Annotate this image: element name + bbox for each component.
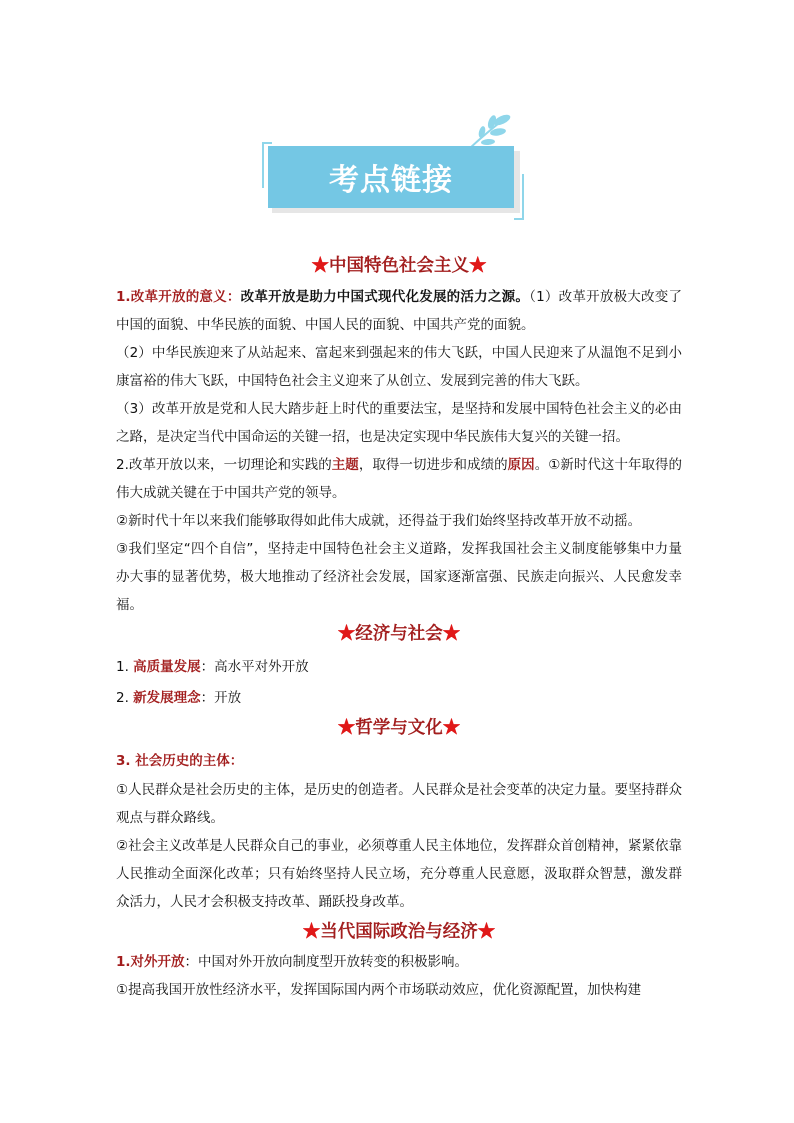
list-text: 开放 <box>214 690 242 706</box>
star-icon: ★ <box>311 256 329 276</box>
paragraph: （2）中华民族迎来了从站起来、富起来到强起来的伟大飞跃，中国人民迎来了从温饱不足到小康富裕的伟大飞跃，中国特色社会主义迎来了从创立、发展到完善的伟大飞跃。 <box>116 345 682 389</box>
keyword: 原因 <box>507 457 535 473</box>
section-title-text: 中国特色社会主义 <box>329 256 469 276</box>
term-label: 新发展理念 <box>133 690 201 706</box>
section-title-economy <box>116 620 682 648</box>
paragraph: ②社会主义改革是人民群众自己的事业，必须尊重人民主体地位，发挥群众首创精神，紧紧依靠人民推动全面深化改革；只有始终坚持人民立场，充分尊重人民意愿，汲取群众智慧，激发群众活力，人民才会积极支持改革、踊跃投身改革。 <box>116 838 682 910</box>
list-item <box>116 652 682 683</box>
content <box>116 252 682 1004</box>
section-title-text: 当代国际政治与经济 <box>320 922 478 942</box>
key-sentence: 改革开放是助力中国式现代化发展的活力之源。 <box>240 289 530 305</box>
paragraph <box>116 283 682 339</box>
paragraph-text: ，取得一切进步和成绩的 <box>358 457 508 473</box>
paragraph <box>116 948 682 976</box>
paragraph-text: （1）改革开放极大改变了中国的面貌、中华民族的面貌、中国人民的面貌、中国共产党的面貌。 <box>116 289 683 333</box>
section-title-socialism <box>116 252 682 280</box>
paragraph-text: 2.改革开放以来，一切理论和实践的 <box>116 457 332 473</box>
paragraph: （3）改革开放是党和人民大踏步赶上时代的重要法宝，是坚持和发展中国特色社会主义的必由之路，是决定当代中国命运的关键一招，也是决定实现中华民族伟大复兴的关键一招。 <box>116 401 682 445</box>
paragraph-text: ①新时代这十年取得的伟大成就关键在于中国共产党的领导。 <box>116 457 683 501</box>
banner <box>262 112 524 220</box>
colon: ： <box>226 289 241 305</box>
star-icon: ★ <box>337 718 356 738</box>
banner-box <box>268 146 514 208</box>
paragraph: ②新时代十年以来我们能够取得如此伟大成就，还得益于我们始终坚持改革开放不动摇。 <box>116 513 642 529</box>
colon: ： <box>200 659 215 675</box>
paragraph: ③我们坚定“四个自信”，坚持走中国特色社会主义道路，发挥我国社会主义制度能够集中力量办大事的显著优势，极大地推动了经济社会发展，国家逐渐富强、民族走向振兴、人民愈发幸福。 <box>116 541 682 613</box>
list-number: 2. <box>116 690 134 706</box>
section-title-text: 哲学与文化 <box>355 718 443 738</box>
section-title-text: 经济与社会 <box>355 624 443 644</box>
paragraph: ①提高我国开放性经济水平，发挥国际国内两个市场联动效应，优化资源配置，加快构建 <box>116 982 642 998</box>
paragraph: ①人民群众是社会历史的主体，是历史的创造者。人民群众是社会变革的决定力量。要坚持群众观点与群众路线。 <box>116 782 682 826</box>
banner-title: 考点链接 <box>329 163 453 198</box>
star-icon: ★ <box>337 624 356 644</box>
term-label: 1.改革开放的意义 <box>116 289 227 305</box>
term-label: 1.对外开放 <box>116 954 185 970</box>
colon: ： <box>200 690 215 706</box>
section-title-international <box>116 918 682 946</box>
star-icon: ★ <box>469 256 487 276</box>
list-number: 1. <box>116 659 134 675</box>
paragraph-text: 。 <box>534 457 549 473</box>
subheading: 3. 社会历史的主体： <box>116 753 244 769</box>
star-icon: ★ <box>442 624 461 644</box>
paragraph-text: 中国对外开放向制度型开放转变的积极影响。 <box>198 954 469 970</box>
colon: ： <box>184 954 199 970</box>
keyword: 主题 <box>331 457 359 473</box>
star-icon: ★ <box>442 718 461 738</box>
star-icon: ★ <box>477 922 496 942</box>
section-title-philosophy <box>116 714 682 742</box>
list-item <box>116 683 682 714</box>
star-icon: ★ <box>302 922 321 942</box>
list-text: 高水平对外开放 <box>214 659 309 675</box>
paragraph <box>116 451 682 507</box>
term-label: 高质量发展 <box>133 659 201 675</box>
